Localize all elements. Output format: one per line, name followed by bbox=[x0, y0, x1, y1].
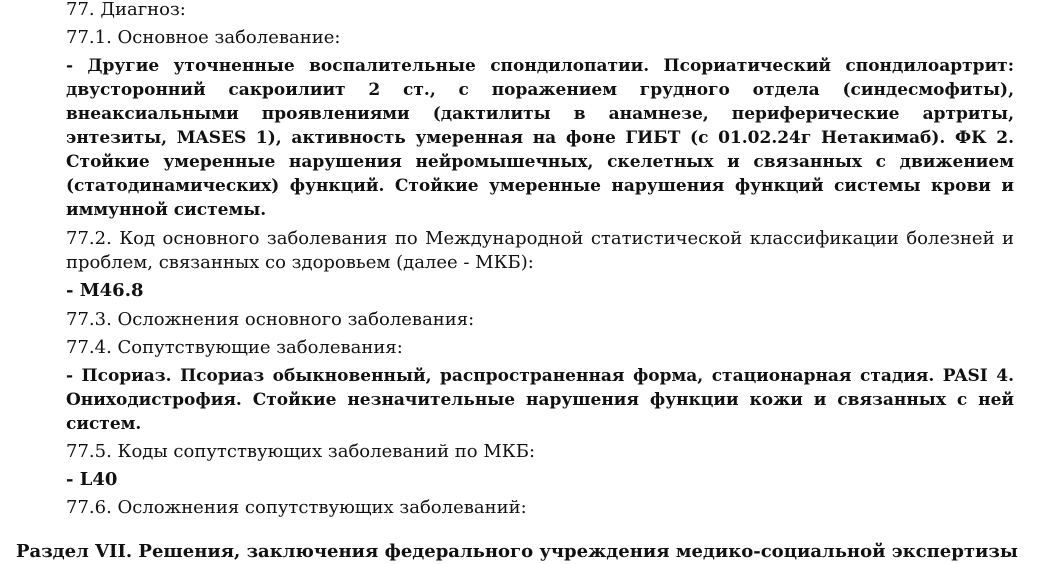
main-diagnosis-text: - Другие уточненные воспалительные спондилопатии. Псориатический спондилоартрит: двусторонний сакроилиит 2 ст., с поражением грудного отдела (синдесмофиты), внеаксиальными проявлениями (дактилиты в анамнезе, периферические артриты, энтезиты, MASES 1), активность умеренная на фоне ГИБТ (с 01.02.24г Нетакимаб). ФК 2. Стойкие умеренные нарушения нейромышечных, скелетных и связанных с движением (статодинамических) функций. Стойкие умеренные нарушения функций системы крови и иммунной системы. bbox=[66, 56, 1014, 220]
section-77-6-heading: 77.6. Осложнения сопутствующих заболеваний: bbox=[66, 497, 527, 518]
section-77-heading: 77. Диагноз: bbox=[66, 0, 186, 20]
section-77-1-heading: 77.1. Основное заболевание: bbox=[66, 27, 341, 48]
section-77-2-heading: 77.2. Код основного заболевания по Международной статистической классификации болезней и проблем, связанных со здоровьем (далее - МКБ): bbox=[66, 228, 1014, 273]
section-77-3-heading: 77.3. Осложнения основного заболевания: bbox=[66, 309, 475, 330]
section-vii-heading: Раздел VII. Решения, заключения федерального учреждения медико-социальной экспертизы bbox=[16, 541, 1018, 562]
section-77-4-heading: 77.4. Сопутствующие заболевания: bbox=[66, 337, 403, 358]
comorbid-diagnosis-code: - L40 bbox=[66, 469, 118, 490]
section-77-5-heading: 77.5. Коды сопутствующих заболеваний по МКБ: bbox=[66, 441, 536, 462]
main-diagnosis-code: - M46.8 bbox=[66, 280, 144, 301]
comorbid-diagnosis-text: - Псориаз. Псориаз обыкновенный, распространенная форма, стационарная стадия. PASI 4. Ониходистрофия. Стойкие незначительные нарушения функции кожи и связанных с ней систем. bbox=[66, 366, 1014, 434]
